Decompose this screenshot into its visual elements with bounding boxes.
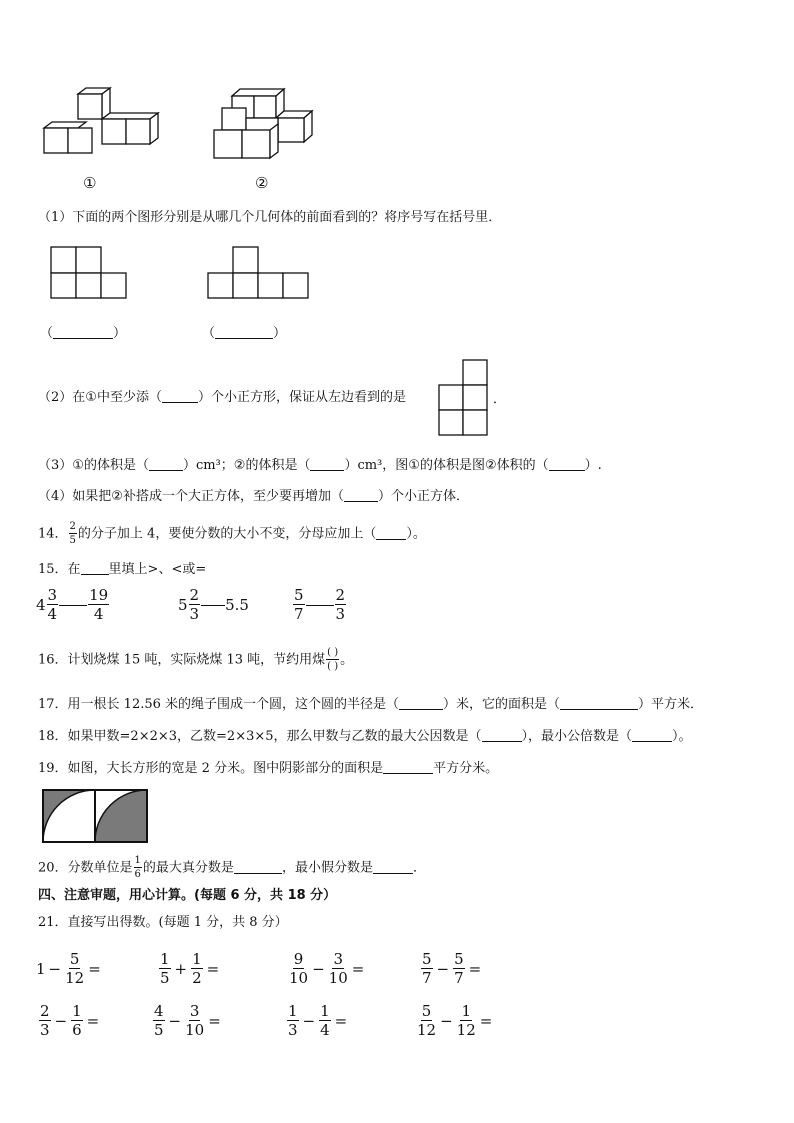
q14: 14． $\frac{2}{5}$ 的分子加上 4，要使分数的大小不变，分母应加上（ ）。 [38,521,426,546]
fraction: $\frac{1}{2}$ [192,950,202,987]
fraction: $\frac{5}{12}$ [65,950,85,987]
q15-compare-1: 4 $\frac{3}{4}$ $\frac{19}{4}$ [36,586,109,623]
fraction: $\frac{1}{6}$ [72,1002,82,1039]
fraction: $\frac{2}{5}$ [69,521,76,546]
q21-item-6: $\frac{4}{5}$ − $\frac{3}{10}$ = [154,1002,221,1039]
fraction: $\frac{1}{4}$ [320,1002,330,1039]
q21-item-3: $\frac{9}{10}$ − $\frac{3}{10}$ = [289,950,365,987]
q15-compare-3 [292,588,347,622]
fraction: $\frac{3}{10}$ [185,1002,205,1039]
figure-label-1: ① [83,174,97,192]
answer-blank[interactable] [234,873,282,874]
q17: 17．用一根长 12.56 米的绳子围成一个圆，这个圆的半径是（ ）米，它的面积是（ ）平方米． [38,697,704,712]
q21-item-8: $\frac{5}{12}$ − $\frac{1}{12}$ = [417,1002,493,1039]
q19: 19．如图，大长方形的宽是 2 分米。图中阴影部分的面积是 平方分米。 [38,761,499,776]
fraction: $\frac{1}{12}$ [456,1002,476,1039]
section-4-title: 四、注意审题，用心计算。(每题 6 分，共 18 分） [38,888,337,903]
figure-label-2: ② [255,174,269,192]
answer-blank[interactable] [215,338,273,339]
q21-item-4: $\frac{5}{7}$ − $\frac{5}{7}$ = [422,950,482,987]
fraction: $\frac{1}{6}$ [134,855,141,880]
fraction: $\frac{2}{3}$ [40,1002,50,1039]
q21-item-5: $\frac{2}{3}$ − $\frac{1}{6}$ = [40,1002,100,1039]
q18: 18．如果甲数=2×2×3，乙数=2×3×5，那么甲数与乙数的最大公因数是（ ），最小公倍数是（ ）。 [38,729,692,744]
answer-blank[interactable] [53,338,113,339]
answer-blank[interactable] [149,470,183,471]
front-view-2 [207,246,313,301]
front-view-1 [50,246,130,301]
q20: 20．分数单位是 $\frac{1}{6}$ 的最大真分数是 ，最小假分数是 ． [38,855,426,880]
q15-title: 15．在 里填上>、<或= [38,562,207,577]
answer-blank[interactable] [549,470,585,471]
answer-blank[interactable] [373,873,413,874]
fraction: $\frac{3}{10}$ [328,950,348,987]
answer-blank [81,574,109,575]
fraction: $\frac{4}{5}$ [154,1002,164,1039]
fraction: $\frac{1}{3}$ [288,1002,298,1039]
q21-item-7: $\frac{1}{3}$ − $\frac{1}{4}$ = [288,1002,348,1039]
answer-blank[interactable] [376,539,406,540]
cube-figure-1 [40,86,170,161]
fraction: $\frac{19}{4}$ [89,586,109,623]
answer-blank[interactable] [383,773,433,774]
answer-blank[interactable] [310,470,344,471]
answer-blank[interactable] [632,741,672,742]
q16: 16．计划烧煤 15 吨，实际烧煤 13 吨，节约用煤 $\frac{( )}{( )}$ 。 [38,647,354,672]
fraction-blank[interactable]: $\frac{( )}{( )}$ [327,647,339,672]
q13-part3: （3）①的体积是（ ）cm³；②的体积是（ ）cm³，图①的体积是图②体积的（ ）. [38,458,602,473]
q13-part2: （2）在①中至少添（ ）个小正方形，保证从左边看到的是 [38,390,406,405]
answer-blank[interactable] [399,709,443,710]
compare-blank[interactable] [306,605,334,606]
q21-title: 21．直接写出得数。(每题 1 分，共 8 分） [38,915,288,930]
answer-blank[interactable] [560,709,638,710]
answer-paren-1[interactable]: （ ） [40,326,127,341]
fraction: $\frac{5}{7}$ [294,586,304,623]
fraction: $\frac{3}{4}$ [47,586,58,623]
left-view-figure [437,358,491,438]
answer-paren-2[interactable]: （ ） [202,326,287,341]
cube-figure-2 [212,84,322,164]
shaded-rectangle-figure [42,789,150,843]
answer-blank[interactable] [482,741,522,742]
fraction: $\frac{5}{7}$ [454,950,464,987]
q13-part4: （4）如果把②补搭成一个大正方体，至少要再增加（ ）个小正方体． [38,489,469,504]
q13-part2-end: ． [493,392,507,407]
q21-item-1: 1 − $\frac{5}{12}$ = [36,950,101,987]
q15-compare-2: 5 $\frac{2}{3}$ 5.5 [178,586,249,623]
fraction: $\frac{9}{10}$ [289,950,309,987]
q21-item-2: $\frac{1}{5}$ + $\frac{1}{2}$ = [160,950,220,987]
fraction: $\frac{2}{3}$ [335,586,346,623]
answer-blank[interactable] [344,501,378,502]
compare-blank[interactable] [59,605,87,606]
fraction: $\frac{5}{7}$ [422,950,432,987]
compare-blank[interactable] [201,605,225,606]
q13-part1: （1）下面的两个图形分别是从哪几个几何体的前面看到的？将序号写在括号里． [38,210,502,225]
fraction: $\frac{2}{3}$ [189,586,200,623]
fraction: $\frac{5}{12}$ [417,1002,437,1039]
fraction: $\frac{1}{5}$ [160,950,170,987]
answer-blank[interactable] [162,402,198,403]
